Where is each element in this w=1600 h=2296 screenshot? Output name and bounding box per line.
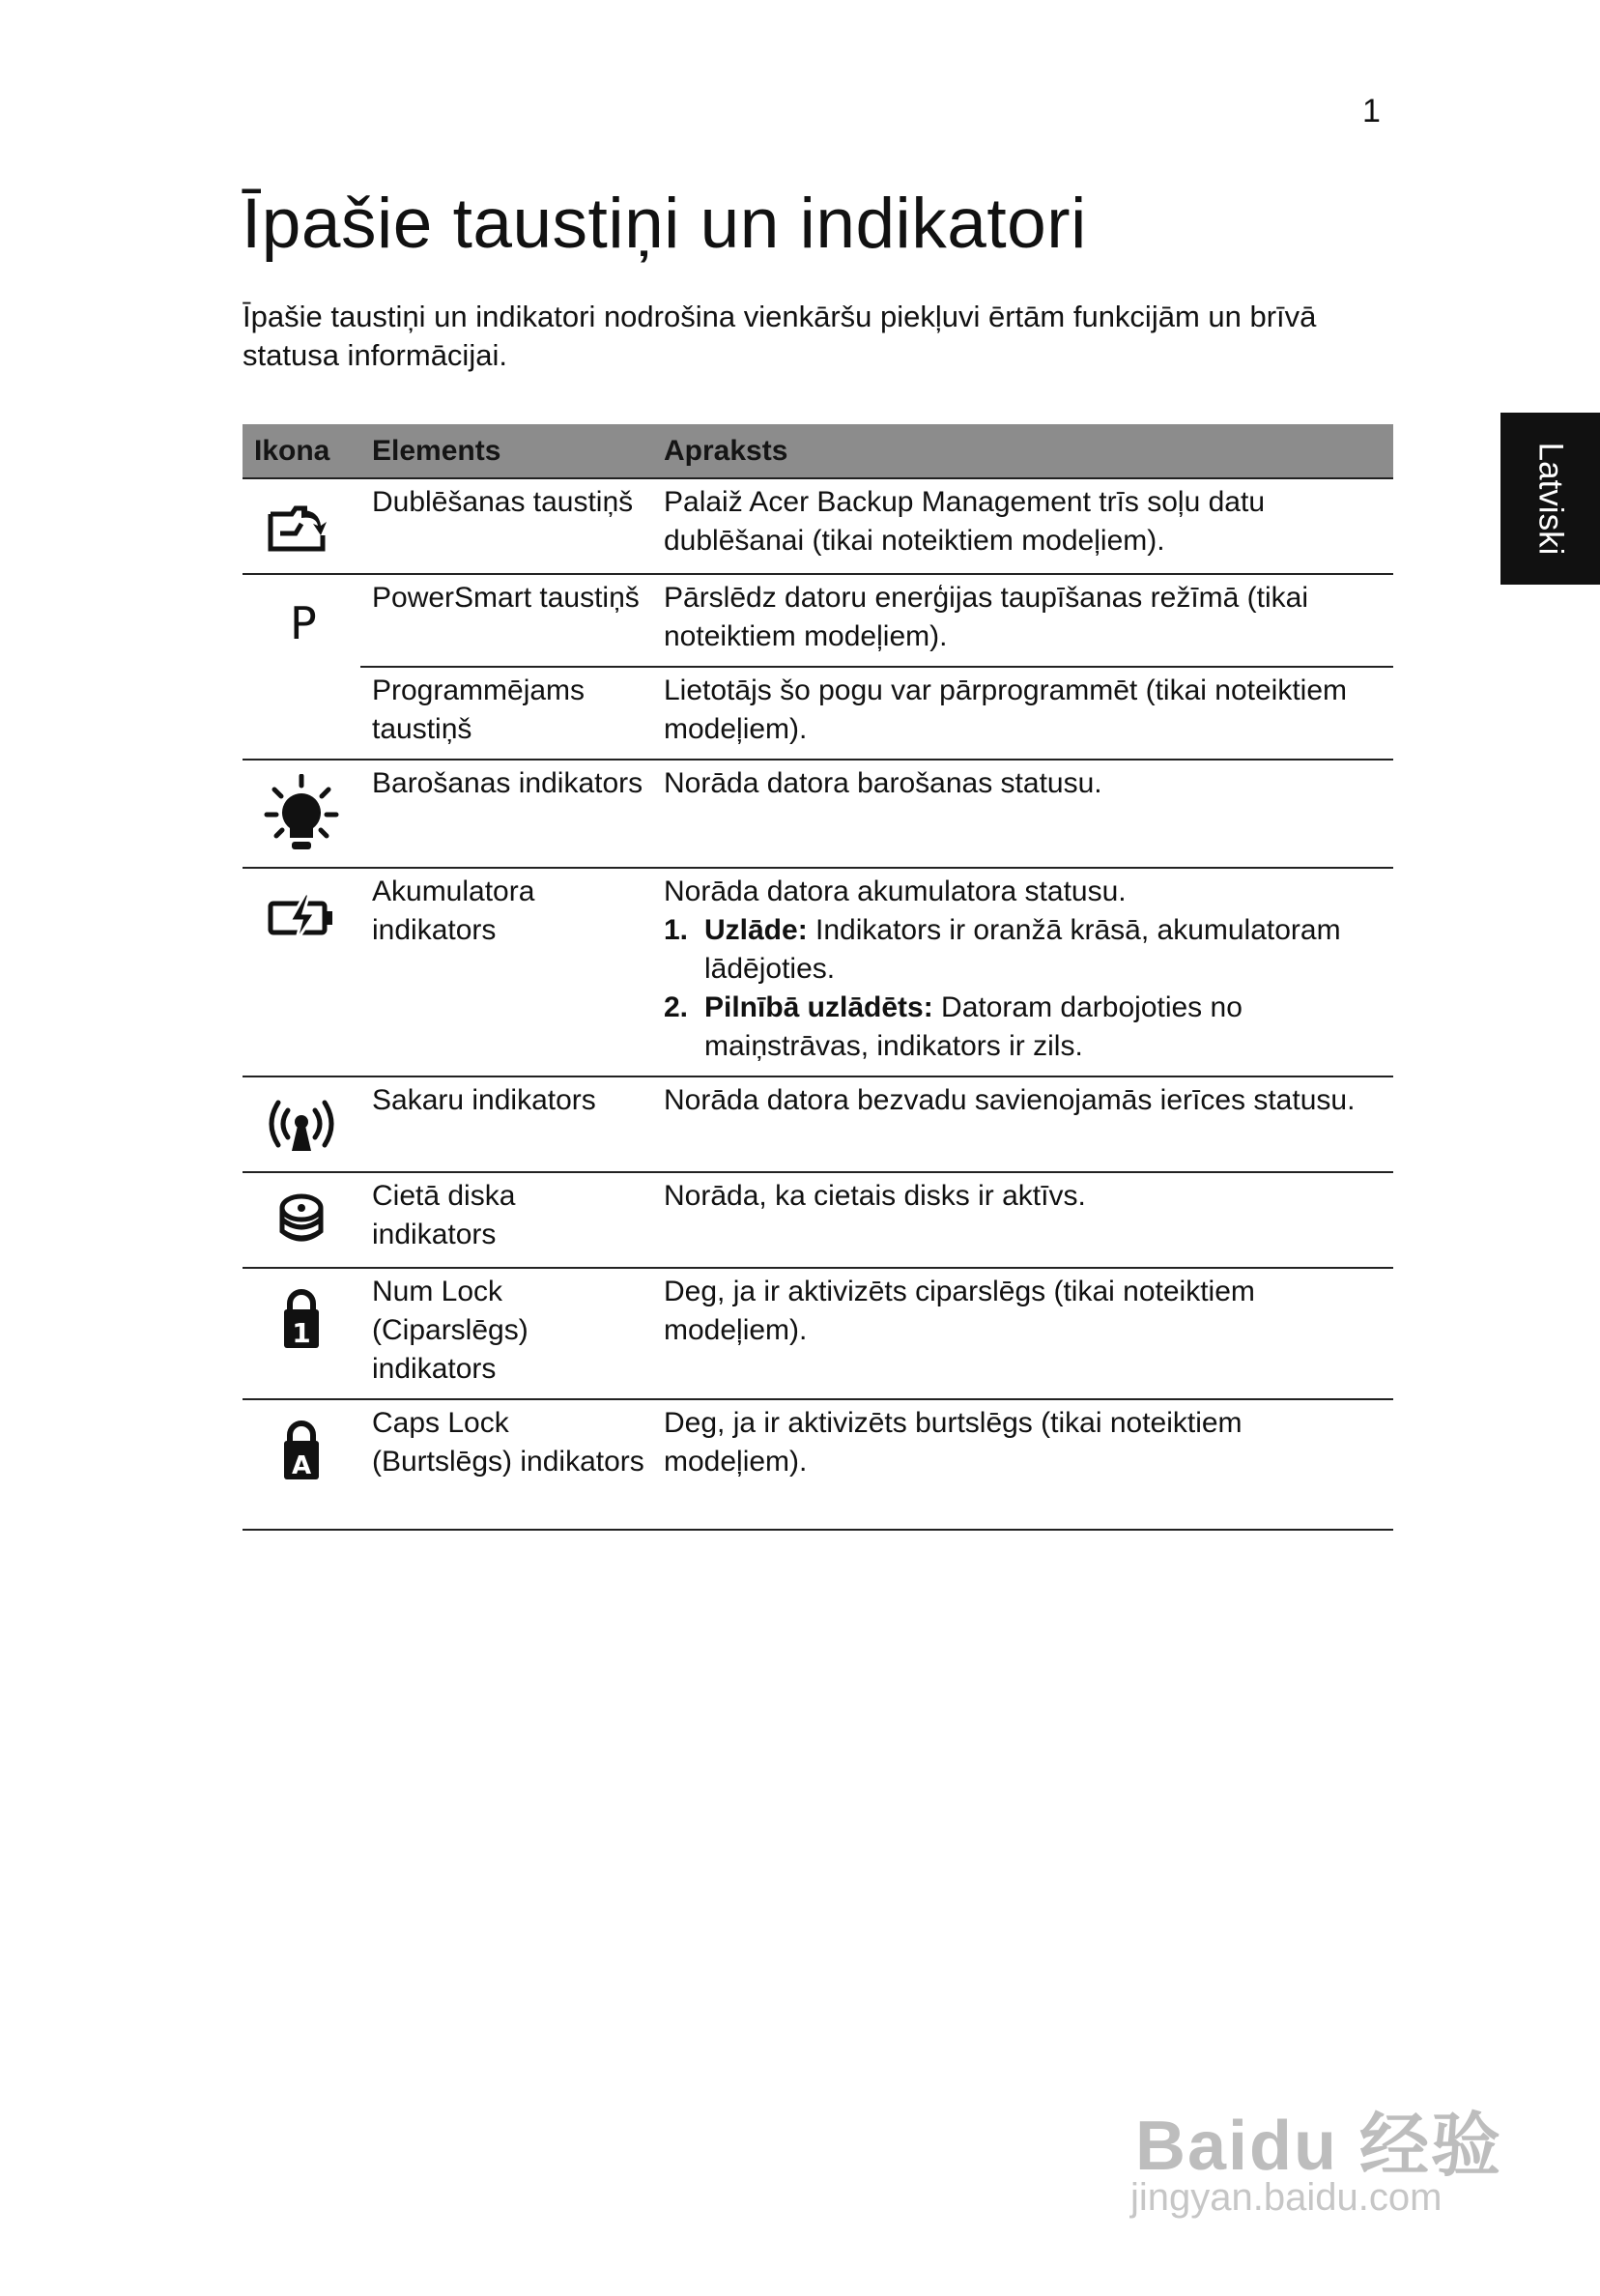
element-cell: Dublēšanas taustiņš bbox=[360, 478, 652, 574]
description-cell: Lietotājs šo pogu var pārprogrammēt (tikai noteiktiem modeļiem). bbox=[652, 667, 1393, 760]
watermark-url: jingyan.baidu.com bbox=[1130, 2176, 1443, 2219]
intro-paragraph: Īpašie taustiņi un indikatori nodrošina vienkāršu piekļuvi ērtām funkcijām un brīvā statusa informācijai. bbox=[243, 300, 1317, 372]
table-row bbox=[243, 760, 1393, 868]
element-cell: Programmējams taustiņš bbox=[360, 667, 652, 760]
wireless-icon bbox=[263, 1091, 340, 1161]
element-cell: Cietā diska indikators bbox=[360, 1172, 652, 1268]
element-cell: PowerSmart taustiņš bbox=[360, 574, 652, 667]
svg-text:1: 1 bbox=[292, 1317, 311, 1349]
list-term: Uzlāde: bbox=[704, 914, 808, 946]
caps-lock-icon bbox=[263, 1414, 340, 1483]
description-cell: Palaiž Acer Backup Management trīs soļu datu dublēšanai (tikai noteiktiem modeļiem). bbox=[652, 478, 1393, 574]
power-lightbulb-icon bbox=[263, 774, 340, 855]
element-cell: Num Lock (Ciparslēgs) indikators bbox=[360, 1268, 652, 1399]
language-tab-label: Latviski bbox=[1531, 442, 1570, 556]
battery-icon bbox=[263, 882, 340, 952]
watermark-brand: Baidu 经验 bbox=[1135, 2108, 1503, 2185]
header-element: Elements bbox=[360, 424, 652, 478]
keys-indicators-table bbox=[243, 424, 1393, 1531]
description-cell: Norāda, ka cietais disks ir aktīvs. bbox=[652, 1172, 1393, 1268]
element-cell: Barošanas indikators bbox=[360, 760, 652, 868]
list-item bbox=[664, 989, 1386, 1066]
header-icon: Ikona bbox=[243, 424, 360, 478]
table-row bbox=[243, 478, 1393, 574]
table-row bbox=[243, 1172, 1393, 1268]
page-number: 1 bbox=[1362, 93, 1381, 129]
svg-text:P: P bbox=[290, 597, 317, 649]
svg-text:A: A bbox=[291, 1451, 312, 1480]
powersmart-p-icon bbox=[263, 588, 340, 658]
table-row bbox=[243, 1399, 1393, 1530]
element-cell: Caps Lock (Burtslēgs) indikators bbox=[360, 1399, 652, 1530]
description-text: Norāda datora akumulatora statusu. bbox=[664, 875, 1127, 907]
language-tab bbox=[1500, 413, 1600, 585]
element-cell: Akumulatora indikators bbox=[360, 868, 652, 1076]
header-description: Apraksts bbox=[652, 424, 1393, 478]
table-row bbox=[243, 1076, 1393, 1172]
table-row bbox=[243, 574, 1393, 667]
hdd-icon bbox=[263, 1187, 340, 1256]
list-number: 1. bbox=[664, 914, 689, 946]
description-cell: Norāda datora bezvadu savienojamās ierīces statusu. bbox=[652, 1076, 1393, 1172]
list-item bbox=[664, 911, 1386, 989]
description-cell: Deg, ja ir aktivizēts burtslēgs (tikai noteiktiem modeļiem). bbox=[652, 1399, 1393, 1530]
backup-icon bbox=[263, 493, 340, 562]
description-cell: Norāda datora barošanas statusu. bbox=[652, 760, 1393, 868]
battery-status-list bbox=[664, 911, 1386, 1066]
num-lock-icon bbox=[263, 1282, 340, 1352]
table-row bbox=[243, 868, 1393, 1076]
list-text: Datoram darbojoties no maiņstrāvas, indikators ir zils. bbox=[704, 991, 1243, 1062]
table-row bbox=[243, 1268, 1393, 1399]
description-cell: Pārslēdz datoru enerģijas taupīšanas režīmā (tikai noteiktiem modeļiem). bbox=[652, 574, 1393, 667]
page-title: Īpašie taustiņi un indikatori bbox=[242, 185, 1087, 263]
list-text: Indikators ir oranžā krāsā, akumulatoram lādējoties. bbox=[704, 914, 1341, 985]
table-row bbox=[243, 667, 1393, 760]
description-cell: Deg, ja ir aktivizēts ciparslēgs (tikai noteiktiem modeļiem). bbox=[652, 1268, 1393, 1399]
table-header-row bbox=[243, 424, 1393, 478]
list-number: 2. bbox=[664, 991, 689, 1023]
element-cell: Sakaru indikators bbox=[360, 1076, 652, 1172]
list-term: Pilnībā uzlādēts: bbox=[704, 991, 933, 1023]
